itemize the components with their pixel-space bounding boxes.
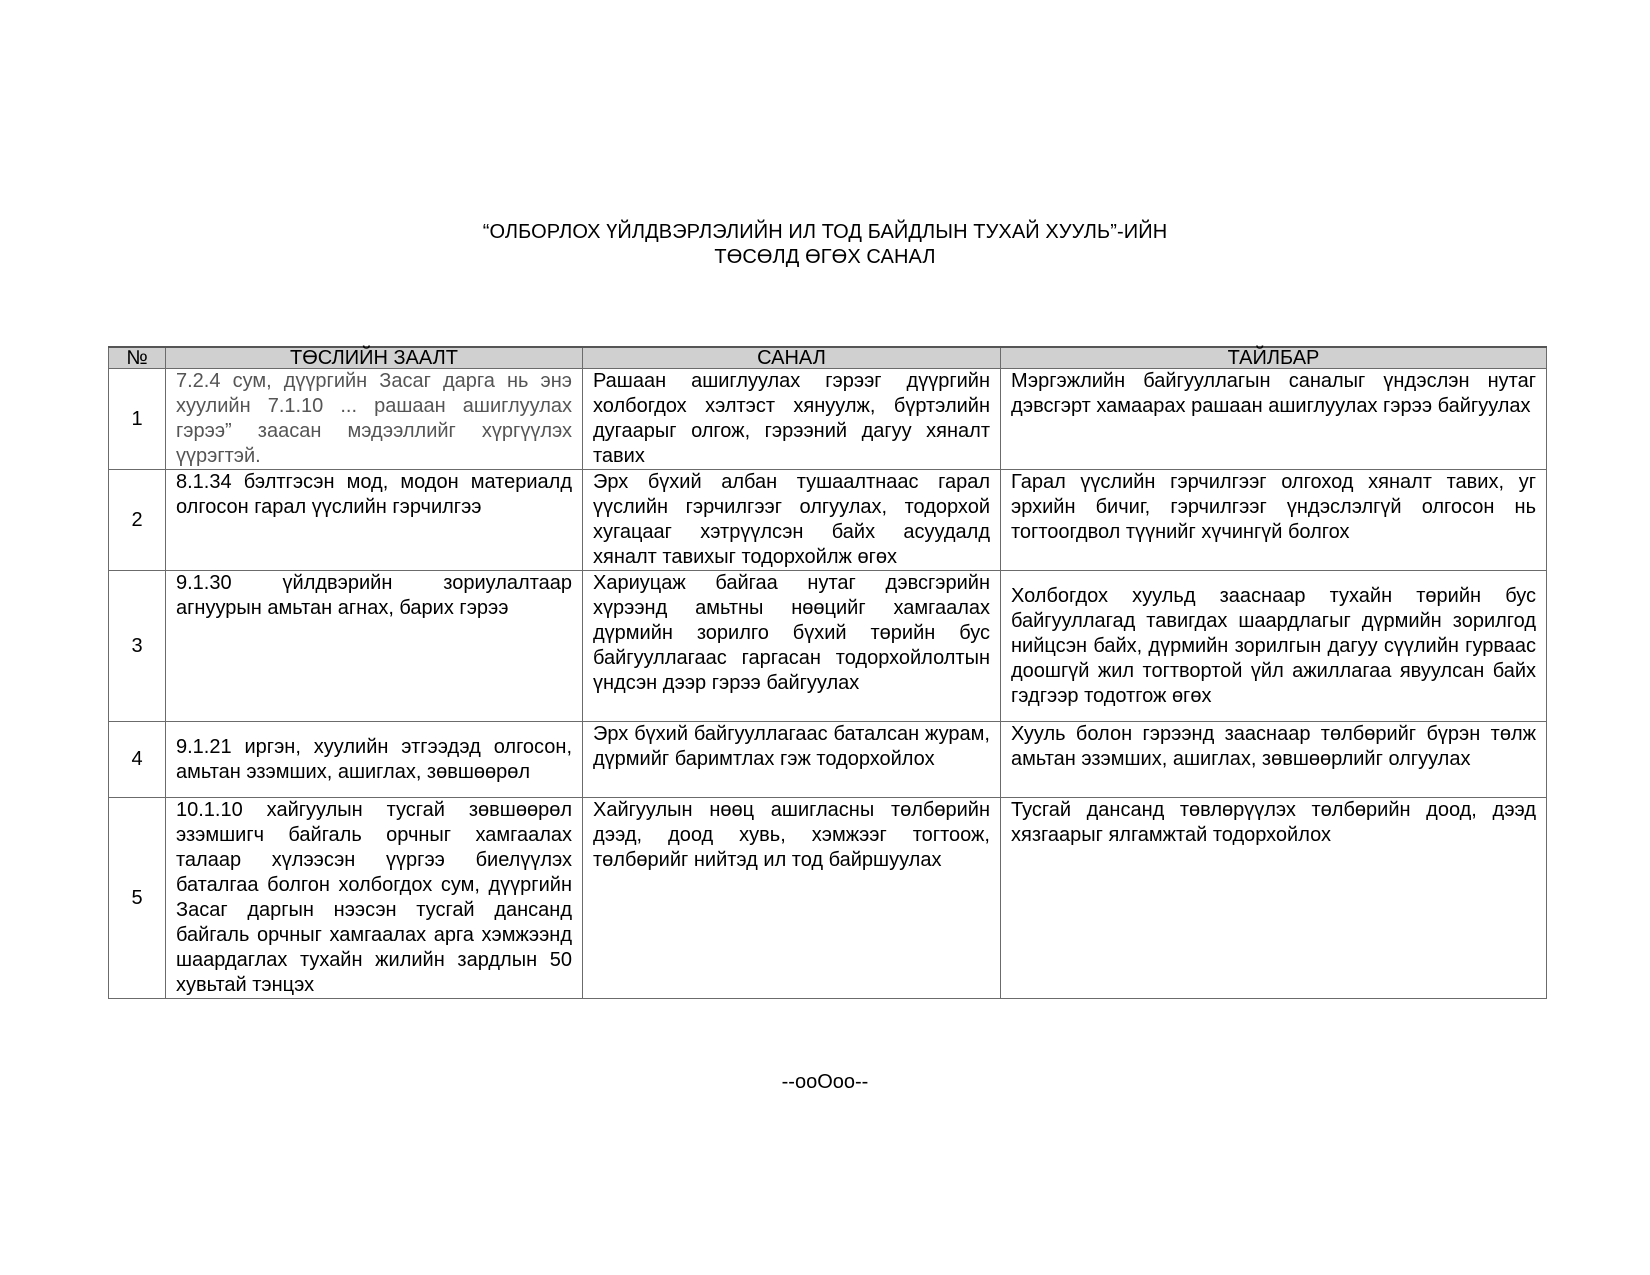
table-row: [109, 798, 1547, 999]
draft-clause-cell: 8.1.34 бэлтгэсэн мод, модон материалд олгосон гарал үүслийн гэрчилгээ: [166, 470, 583, 571]
table-row: [109, 470, 1547, 571]
row-number: 5: [109, 798, 166, 999]
note-cell: Мэргэжлийн байгууллагын саналыг үндэслэн нутаг дэвсгэрт хамаарах рашаан ашиглуулах гэрээ байгуулах: [1001, 369, 1547, 470]
proposal-cell: Эрх бүхий байгууллагаас баталсан журам, дүрмийг баримтлах гэж тодорхойлох: [583, 722, 1001, 798]
row-number: 2: [109, 470, 166, 571]
header-proposal: САНАЛ: [583, 347, 1001, 369]
proposal-cell: Хайгуулын нөөц ашигласны төлбөрийн дээд, доод хувь, хэмжээг тогтоож, төлбөрийг нийтэд ил тод байршуулах: [583, 798, 1001, 999]
header-note: ТАЙЛБАР: [1001, 347, 1547, 369]
draft-clause-cell: 7.2.4 сум, дүүргийн Засаг дарга нь энэ хуулийн 7.1.10 ... рашаан ашиглуулах гэрээ” заасан мэдээллийг хүргүүлэх үүрэгтэй.: [166, 369, 583, 470]
table-row: [109, 722, 1547, 798]
draft-clause-cell: 10.1.10 хайгуулын тусгай зөвшөөрөл эзэмшигч байгаль орчныг хамгаалах талаар хүлээсэн үүргээ биелүүлэх баталгаа болгон холбогдох сум, дүүргийн Засаг даргын нээсэн тусгай дансанд байгаль орчныг хамгаалах арга хэмжээнд шаардаглах тухайн жилийн зардлын 50 хувьтай тэнцэх: [166, 798, 583, 999]
proposal-table: [108, 346, 1547, 999]
note-cell: Гарал үүслийн гэрчилгээг олгоход хяналт тавих, уг эрхийн бичиг, гэрчилгээг үндэслэлгүй олгосон нь тогтоогдвол түүнийг хүчингүй болгох: [1001, 470, 1547, 571]
draft-clause-cell: 9.1.30 үйлдвэрийн зориулалтаар агнуурын амьтан агнах, барих гэрээ: [166, 571, 583, 722]
header-draft-clause: ТӨСЛИЙН ЗААЛТ: [166, 347, 583, 369]
row-number: 3: [109, 571, 166, 722]
row-number: 1: [109, 369, 166, 470]
table-row: [109, 369, 1547, 470]
proposal-cell: Эрх бүхий албан тушаалтнаас гарал үүслийн гэрчилгээг олгуулах, тодорхой хугацааг хэтрүүлсэн байх асуудалд хяналт тавихыг тодорхойлж өгөх: [583, 470, 1001, 571]
proposal-cell: Рашаан ашиглуулах гэрээг дүүргийн холбогдох хэлтэст хянуулж, бүртэлийн дугаарыг олгож, гэрээний дагуу хяналт тавих: [583, 369, 1001, 470]
draft-clause-cell: 9.1.21 иргэн, хуулийн этгээдэд олгосон, амьтан эзэмших, ашиглах, зөвшөөрөл: [166, 722, 583, 798]
proposal-cell: Хариуцаж байгаа нутаг дэвсгэрийн хүрээнд амьтны нөөцийг хамгаалах дүрмийн зорилго бүхий төрийн бус байгууллагаас гаргасан тодорхойлолтын үндсэн дээр гэрээ байгуулах: [583, 571, 1001, 722]
row-number: 4: [109, 722, 166, 798]
end-mark: --ooOoo--: [781, 1071, 869, 1093]
title-line-2: ТӨСӨЛД ӨГӨХ САНАЛ: [714, 246, 936, 268]
note-cell: Хууль болон гэрээнд зааснаар төлбөрийг бүрэн төлж амьтан эзэмших, ашиглах, зөвшөөрлийг олгуулах: [1001, 722, 1547, 798]
title-line-1: “ОЛБОРЛОХ ҮЙЛДВЭРЛЭЛИЙН ИЛ ТОД БАЙДЛЫН ТУХАЙ ХУУЛЬ”-ИЙН: [482, 221, 1168, 243]
table-header-row: [109, 347, 1547, 369]
note-cell: Тусгай дансанд төвлөрүүлэх төлбөрийн доод, дээд хязгаарыг ялгамжтай тодорхойлох: [1001, 798, 1547, 999]
header-number: №: [109, 347, 166, 369]
note-cell: Холбогдох хуульд зааснаар тухайн төрийн бус байгууллагад тавигдах шаардлагыг дүрмийн зорилгод нийцсэн байх, дүрмийн зорилгын дагуу сүүлийн гурваас доошгүй жил тогтвортой үйл ажиллагаа явуулсан байх гэдгээр тодотгож өгөх: [1001, 571, 1547, 722]
document-title: [0, 220, 1650, 270]
table-row: [109, 571, 1547, 722]
